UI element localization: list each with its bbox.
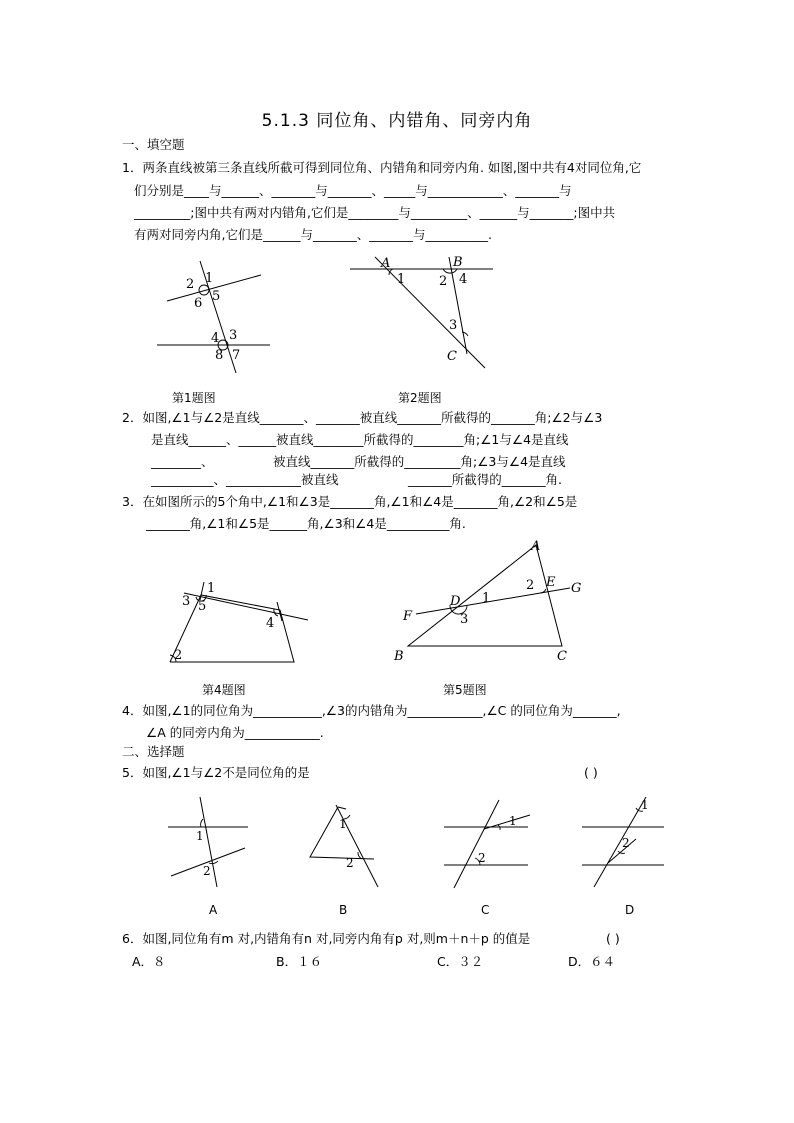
q5-caption-C: C [481, 903, 490, 917]
q6-answer-bracket: ( ) [606, 931, 620, 946]
fig4-label-2: 2 [174, 648, 183, 663]
fig5-label-3: 3 [460, 612, 469, 627]
q4-line1: 4．如图,∠1的同位角为___________,∠3的内错角为____________,∠C 的同位角为_______, [122, 703, 621, 718]
q5-caption-B: B [339, 903, 348, 917]
fig4-label-3: 3 [182, 594, 191, 609]
fig2-label-2: 2 [439, 274, 448, 289]
q5c-label-2: 2 [478, 851, 486, 865]
figure-4 [160, 575, 315, 670]
fig2-label-C: C [447, 349, 457, 364]
fig5-label-F: F [403, 609, 413, 624]
fig2-label-1: 1 [397, 272, 406, 287]
fig2-label-4: 4 [459, 272, 468, 287]
q5b-label-2: 2 [346, 856, 354, 870]
q5-figure-D [578, 795, 673, 890]
fig2-caption: 第2题图 [398, 391, 442, 405]
q1-line2: 们分别是____与______、_______与_______、_____与____________、_______与 [134, 183, 572, 198]
q5-caption-A: A [209, 903, 218, 917]
q5-figure-A [165, 795, 255, 890]
q2-line4a: __________、____________被直线 [151, 472, 339, 487]
q5-caption-D: D [625, 903, 635, 917]
q5-figure-B [300, 795, 390, 890]
q5-text: 5．如图,∠1与∠2不是同位角的是 [122, 765, 310, 780]
fig2-label-A: A [381, 256, 391, 271]
q5c-label-1: 1 [509, 814, 517, 828]
fig4-label-4: 4 [266, 616, 275, 631]
fig4-caption: 第4题图 [202, 683, 246, 697]
q5b-label-1: 1 [339, 817, 347, 831]
q5-answer-bracket: ( ) [584, 765, 598, 780]
fig1-label-2: 2 [186, 277, 195, 292]
fig4-label-5: 5 [198, 599, 207, 614]
fig5-label-1: 1 [482, 591, 491, 606]
q5d-label-2: 2 [622, 836, 630, 850]
fig1-label-5: 5 [212, 289, 221, 304]
q2-line3b: 被直线_______所截得的_________角;∠3与∠4是直线 [273, 454, 566, 469]
q5a-label-2: 2 [203, 864, 211, 878]
fig1-caption: 第1题图 [172, 391, 216, 405]
fig4-label-1: 1 [207, 581, 216, 596]
fig5-label-D: D [450, 594, 461, 609]
q2-line2: 是直线______、______被直线________所截得的________角;∠1与∠4是直线 [151, 432, 569, 447]
fig5-caption: 第5题图 [443, 683, 487, 697]
q5a-label-1: 1 [196, 829, 204, 843]
section-fill-in-title: 一、填空题 [122, 137, 185, 152]
q5d-label-1: 1 [641, 798, 649, 812]
q1-line1: 1．两条直线被第三条直线所截可得到同位角、内错角和同旁内角. 如图,图中共有4对同位角,它 [122, 160, 642, 175]
page-title: 5.1.3 同位角、内错角、同旁内角 [261, 111, 533, 131]
q3-line2: _______角,∠1和∠5是______角,∠3和∠4是__________角. [146, 516, 466, 531]
fig5-label-A: A [531, 539, 541, 554]
fig2-label-B: B [453, 255, 463, 270]
fig1-label-1: 1 [205, 271, 214, 286]
q6-option-A: A．８ [132, 954, 166, 969]
q4-line2: ∠A 的同旁内角为____________. [146, 725, 324, 740]
q1-line4: 有两对同旁内角,它们是______与_______、_______与__________. [134, 227, 492, 242]
q3-line1: 3．在如图所示的5个角中,∠1和∠3是_______角,∠1和∠4是_______角,∠2和∠5是 [122, 494, 578, 509]
fig1-label-8: 8 [215, 348, 224, 363]
q6-option-D: D．６４ [568, 954, 616, 969]
fig1-label-6: 6 [194, 296, 203, 311]
fig1-label-4: 4 [211, 331, 220, 346]
q2-line3a: ________、 [151, 454, 214, 469]
fig5-label-2: 2 [526, 578, 535, 593]
figure-2 [345, 250, 505, 375]
q2-line1: 2．如图,∠1与∠2是直线_______、_______被直线_______所截得的_______角;∠2与∠3 [122, 410, 603, 425]
q6-text: 6．如图,同位角有m 对,内错角有n 对,同旁内角有p 对,则m＋n＋p 的值是 [122, 931, 531, 946]
section-choice-title: 二、选择题 [122, 744, 185, 759]
figure-5 [390, 535, 590, 670]
fig5-label-E: E [546, 575, 556, 590]
q6-option-C: C．３２ [437, 954, 484, 969]
fig1-label-3: 3 [229, 328, 238, 343]
fig1-label-7: 7 [232, 348, 241, 363]
q1-line3: _________;图中共有两对内错角,它们是________与_________、______与_______;图中共 [134, 205, 616, 220]
q2-line4b: _______所截得的_______角. [408, 472, 562, 487]
fig2-label-3: 3 [449, 318, 458, 333]
fig5-label-C: C [557, 649, 567, 664]
fig5-label-B: B [394, 649, 404, 664]
q6-option-B: B．１６ [276, 954, 323, 969]
figure-1 [150, 255, 280, 380]
q5-figure-C [440, 795, 535, 890]
fig5-label-G: G [571, 581, 582, 596]
